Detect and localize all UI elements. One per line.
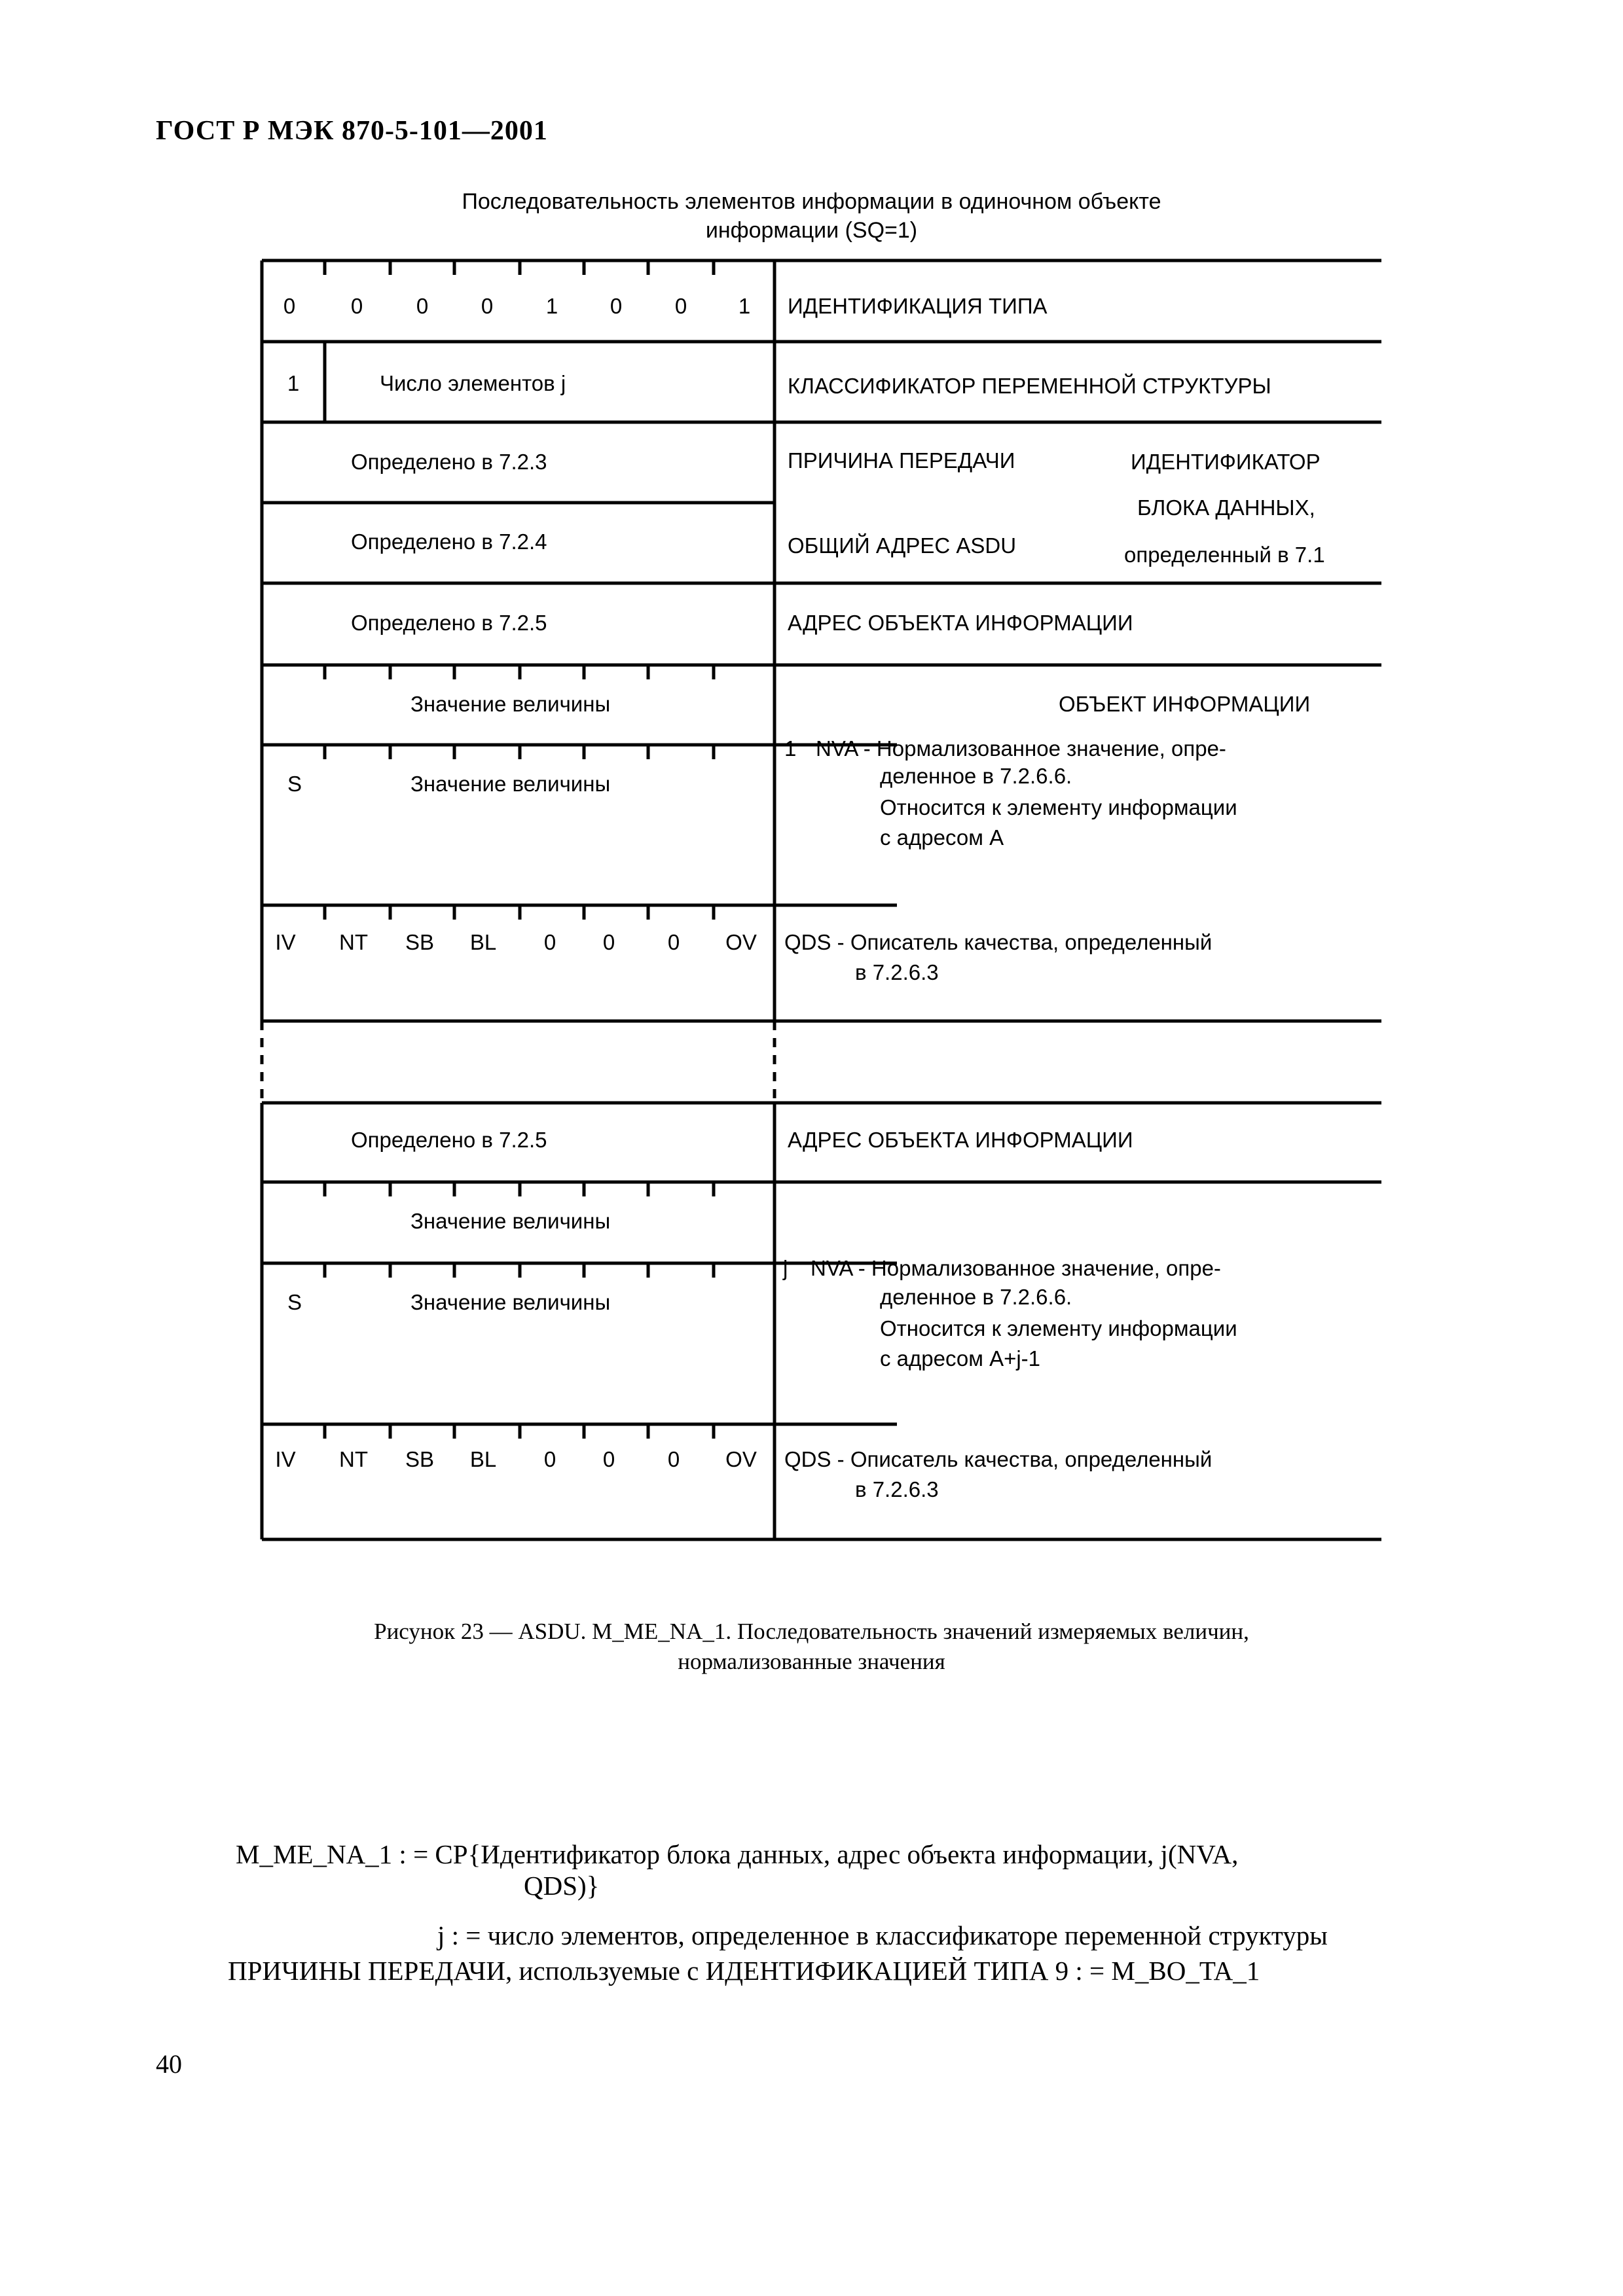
- figure-title-line-2: информации (SQ=1): [705, 218, 918, 243]
- vsq-label: КЛАССИФИКАТОР ПЕРЕМЕННОЙ СТРУКТУРЫ: [788, 374, 1271, 398]
- nva-1-line-3: Относится к элементу информации: [880, 795, 1237, 819]
- nva-1-index: 1: [784, 736, 797, 761]
- type-bit-8: 0: [283, 294, 296, 318]
- ioa-definition: Определено в 7.2.5: [351, 611, 547, 635]
- type-bit-3: 0: [610, 294, 623, 318]
- type-bit-6: 0: [416, 294, 429, 318]
- qds-1-bit-res-2: 0: [602, 930, 615, 954]
- type-bit-7: 0: [350, 294, 363, 318]
- vsq-count-text: Число элементов j: [380, 371, 566, 395]
- formula-line-4: ПРИЧИНЫ ПЕРЕДАЧИ, используемые с ИДЕНТИФИКАЦИЕЙ ТИПА 9 : = M_BO_TA_1: [228, 1956, 1260, 1986]
- qds-j-line-2: в 7.2.6.3: [855, 1477, 939, 1501]
- nva-j-line-4: с адресом A+j-1: [880, 1346, 1041, 1371]
- nva-1-line-2: деленное в 7.2.6.6.: [880, 764, 1072, 788]
- common-address-definition: Определено в 7.2.4: [351, 529, 547, 554]
- page-number: 40: [156, 2049, 182, 2079]
- formula-line-2: QDS)}: [524, 1871, 600, 1901]
- sign-2-bit: S: [287, 1290, 302, 1314]
- qds-1-line-2: в 7.2.6.3: [855, 960, 939, 984]
- figure-caption-line-2: нормализованные значения: [678, 1649, 945, 1674]
- nva-j-line-1: NVA - Нормализованное значение, опре-: [811, 1256, 1221, 1280]
- qds-j-bit-res-2: 0: [602, 1447, 615, 1471]
- qds-j-bit-res-3: 0: [667, 1447, 680, 1471]
- value-2-high-octet: Значение величины: [410, 1290, 611, 1314]
- figure-caption-line-1: Рисунок 23 — ASDU. M_ME_NA_1. Последовательность значений измеряемых величин,: [374, 1619, 1249, 1644]
- qds-1-bit-sb: SB: [405, 930, 435, 954]
- figure-caption: [0, 1617, 1623, 1677]
- nva-1-line-4: с адресом A: [880, 825, 1004, 850]
- qds-j-bit-sb: SB: [405, 1447, 435, 1471]
- qds-1-bit-iv: IV: [275, 930, 296, 954]
- type-bit-4: 1: [545, 294, 558, 318]
- ioa-2-label: АДРЕС ОБЪЕКТА ИНФОРМАЦИИ: [788, 1128, 1133, 1152]
- document-header: ГОСТ Р МЭК 870-5-101—2001: [156, 116, 548, 146]
- type-id-label: ИДЕНТИФИКАЦИЯ ТИПА: [788, 294, 1048, 318]
- nva-j-line-3: Относится к элементу информации: [880, 1316, 1237, 1340]
- ioa-2-definition: Определено в 7.2.5: [351, 1128, 547, 1152]
- qds-j-bit-iv: IV: [275, 1447, 296, 1471]
- ioa-label: АДРЕС ОБЪЕКТА ИНФОРМАЦИИ: [788, 611, 1133, 635]
- formula-line-1: M_ME_NA_1 : = CP{Идентификатор блока данных, адрес объекта информации, j(NVA,: [236, 1839, 1239, 1869]
- qds-j-bit-nt: NT: [339, 1447, 368, 1471]
- qds-1-bit-res-1: 0: [543, 930, 556, 954]
- vsq-sq-bit: 1: [287, 371, 300, 395]
- sign-bit: S: [287, 772, 302, 796]
- qds-1-bit-bl: BL: [469, 930, 497, 954]
- data-unit-id-line-2: БЛОКА ДАННЫХ,: [1137, 495, 1315, 520]
- nva-1-line-1: NVA - Нормализованное значение, опре-: [816, 736, 1226, 761]
- value-low-octet: Значение величины: [410, 692, 611, 716]
- info-object-label: ОБЪЕКТ ИНФОРМАЦИИ: [1059, 692, 1311, 716]
- qds-1-bit-ov: OV: [725, 930, 757, 954]
- qds-j-line-1: QDS - Описатель качества, определенный: [784, 1447, 1213, 1471]
- type-bit-1: 1: [738, 294, 751, 318]
- nva-j-line-2: деленное в 7.2.6.6.: [880, 1285, 1072, 1309]
- data-unit-id-line-3: определенный в 7.1: [1124, 543, 1325, 567]
- value-2-low-octet: Значение величины: [410, 1209, 611, 1233]
- nva-j-index: j: [783, 1256, 788, 1280]
- qds-1-bit-res-3: 0: [667, 930, 680, 954]
- qds-j-bit-res-1: 0: [543, 1447, 556, 1471]
- common-address-label: ОБЩИЙ АДРЕС ASDU: [788, 533, 1017, 558]
- cot-label: ПРИЧИНА ПЕРЕДАЧИ: [788, 448, 1015, 473]
- qds-j-bit-ov: OV: [725, 1447, 757, 1471]
- qds-1-bit-nt: NT: [339, 930, 368, 954]
- type-bit-5: 0: [481, 294, 494, 318]
- qds-j-bit-bl: BL: [469, 1447, 497, 1471]
- cot-definition: Определено в 7.2.3: [351, 450, 547, 474]
- value-high-octet: Значение величины: [410, 772, 611, 796]
- qds-1-line-1: QDS - Описатель качества, определенный: [784, 930, 1213, 954]
- type-bit-2: 0: [674, 294, 687, 318]
- data-unit-id-line-1: ИДЕНТИФИКАТОР: [1131, 450, 1321, 474]
- figure-title-line-1: Последовательность элементов информации в одиночном объекте: [462, 189, 1161, 214]
- formula-line-3: j : = число элементов, определенное в классификаторе переменной структуры: [437, 1920, 1328, 1950]
